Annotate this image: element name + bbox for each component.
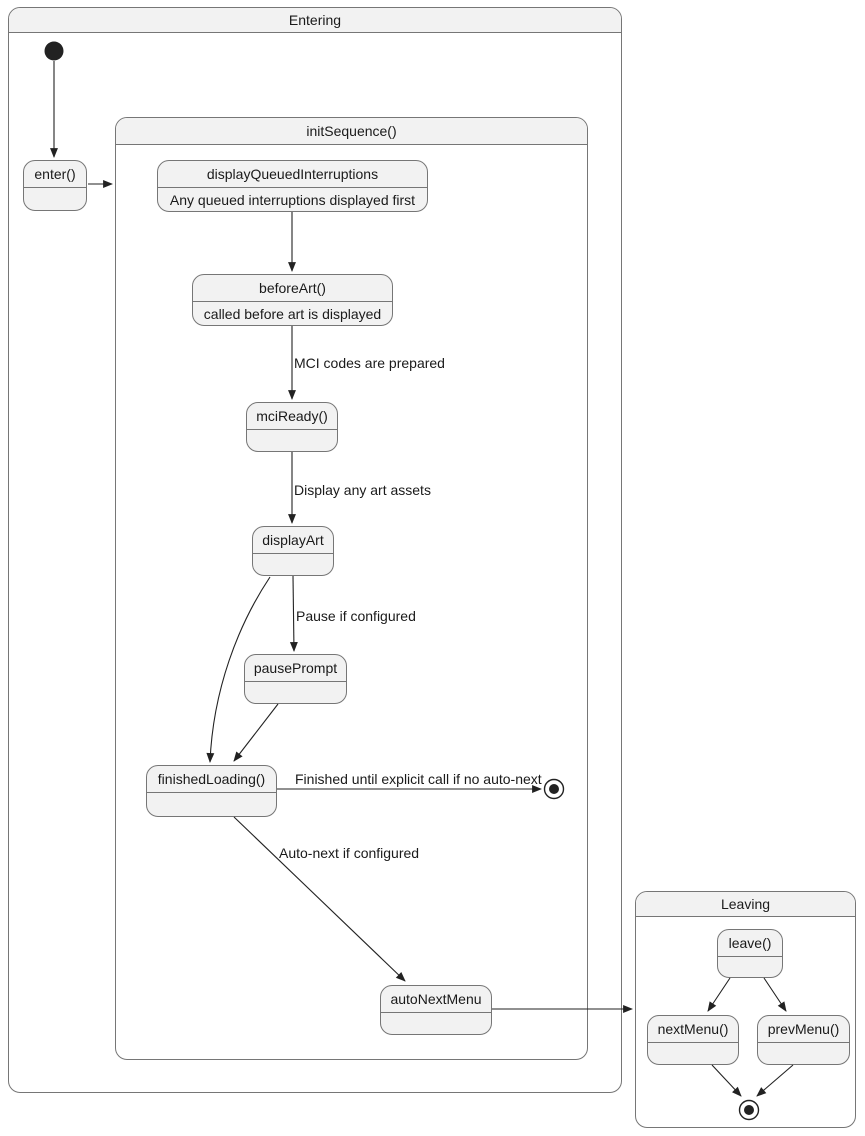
state-mci-ready-body [247,429,337,451]
container-leaving-title: Leaving [636,892,855,917]
transition-label-finished-no-auto-next: Finished until explicit call if no auto-next [295,771,542,787]
state-leave-body [718,956,782,977]
state-display-art-body [253,553,333,575]
state-leave-title: leave() [728,935,772,951]
state-auto-next-menu-body [381,1012,491,1034]
state-display-queued-interruptions-title: displayQueuedInterruptions [206,166,379,182]
state-pause-prompt [244,654,347,704]
state-pause-prompt-body [245,681,346,703]
state-finished-loading [146,765,277,817]
state-enter [23,160,87,211]
state-display-art [252,526,334,576]
state-next-menu [647,1015,739,1065]
state-before-art [192,274,393,326]
state-auto-next-menu-title: autoNextMenu [390,991,482,1007]
state-finished-loading-body [147,792,276,816]
state-auto-next-menu [380,985,492,1035]
state-prev-menu-body [758,1042,849,1064]
state-display-queued-interruptions-description: Any queued interruptions displayed first [158,187,427,211]
state-display-art-title: displayArt [262,532,324,548]
state-pause-prompt-title: pausePrompt [253,660,338,676]
container-init-sequence-title: initSequence() [116,118,587,145]
state-display-queued-interruptions [157,160,428,212]
container-init-sequence [115,117,588,1060]
state-enter-title: enter() [34,166,76,182]
state-enter-body [24,187,86,210]
container-leaving [635,891,856,1128]
transition-label-display-art-assets: Display any art assets [294,482,431,498]
state-mci-ready-title: mciReady() [256,408,328,424]
state-leave [717,929,783,978]
state-next-menu-body [648,1042,738,1064]
transition-label-mci-codes: MCI codes are prepared [294,355,445,371]
state-prev-menu [757,1015,850,1065]
state-prev-menu-title: prevMenu() [767,1021,840,1037]
transition-label-auto-next-if-configured: Auto-next if configured [279,845,420,861]
state-finished-loading-title: finishedLoading() [157,771,266,787]
state-before-art-title: beforeArt() [259,280,326,296]
state-before-art-description: called before art is displayed [193,301,392,325]
state-mci-ready [246,402,338,452]
container-entering-title: Entering [9,8,621,33]
transition-label-pause-if-configured: Pause if configured [296,608,416,624]
state-next-menu-title: nextMenu() [657,1021,729,1037]
